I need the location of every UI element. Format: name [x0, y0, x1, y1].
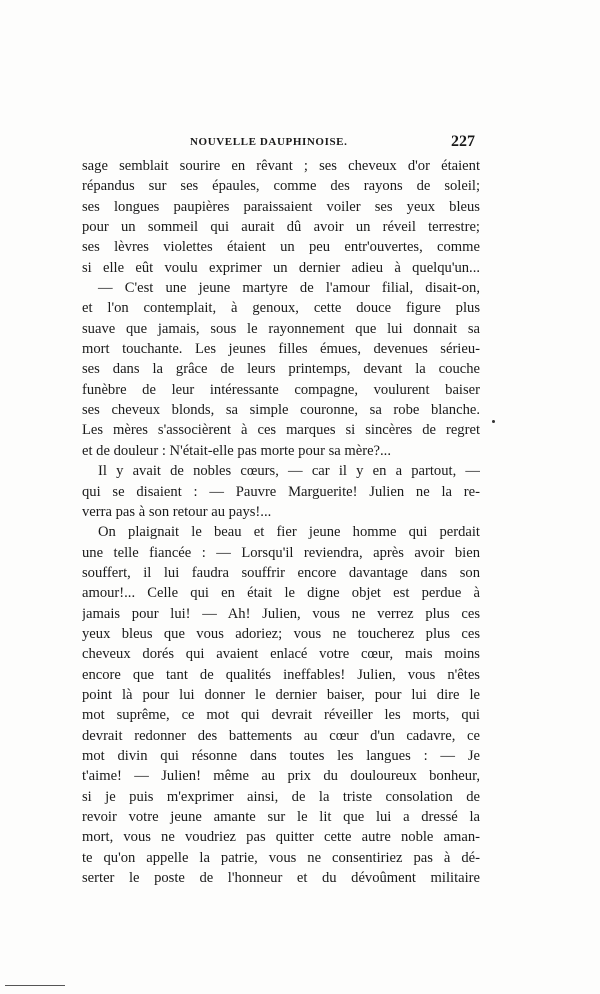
text-line: mort touchante. Les jeunes filles émues, devenues sérieu- — [82, 341, 480, 358]
text-line: On plaignait le beau et fier jeune homme qui perdait — [98, 524, 480, 541]
text-line: qui se disaient : — Pauvre Marguerite! Julien ne la re- — [82, 483, 480, 500]
text-line: devrait redonner des battements au cœur d'un cadavre, ce — [82, 727, 480, 744]
text-line: yeux bleus que vous adoriez; vous ne toucherez plus ces — [82, 625, 480, 642]
text-line: cheveux dorés qui avaient enlacé votre cœur, mais moins — [82, 646, 480, 663]
text-line: suave que jamais, sous le rayonnement que lui donnait sa — [82, 320, 480, 337]
running-head — [85, 133, 475, 152]
text-line: point là pour lui donner le dernier baiser, pour lui dire le — [82, 686, 480, 703]
body-text — [82, 156, 480, 888]
text-line: si elle eût voulu exprimer un dernier adieu à quelqu'un... — [82, 259, 480, 276]
text-line: ses longues paupières paraissaient voiler ses yeux bleus — [82, 198, 480, 215]
text-line: mot divin qui résonne dans toutes les langues : — Je — [82, 747, 480, 764]
text-line: ses dans la grâce de leurs printemps, devant la couche — [82, 361, 480, 378]
text-line: ses cheveux blonds, sa simple couronne, sa robe blanche. — [82, 402, 480, 419]
text-line: — C'est une jeune martyre de l'amour filial, disait-on, — [98, 280, 480, 297]
text-line: si je puis m'exprimer ainsi, de la triste consolation de — [82, 788, 480, 805]
text-line: Il y avait de nobles cœurs, — car il y en a partout, — — [98, 463, 480, 480]
text-line: mort, vous ne voudriez pas quitter cette autre noble aman- — [82, 829, 480, 846]
text-line: jamais pour lui! — Ah! Julien, vous ne verrez plus ces — [82, 605, 480, 622]
text-line: serter le poste de l'honneur et du dévoûment militaire — [82, 870, 480, 887]
text-line: et l'on contemplait, à genoux, cette douce figure plus — [82, 300, 480, 317]
text-line: sage semblait sourire en rêvant ; ses cheveux d'or étaient — [82, 158, 480, 174]
text-line: ses lèvres violettes étaient un peu entr'ouvertes, comme — [82, 239, 480, 256]
text-line: amour!... Celle qui en était le digne objet est perdue à — [82, 585, 480, 602]
text-line: t'aime! — Julien! même au prix du douloureux bonheur, — [82, 768, 480, 785]
ink-speck — [492, 420, 495, 423]
text-line: verra pas à son retour au pays!... — [82, 503, 272, 520]
text-line: pour un sommeil qui aurait dû avoir un réveil terrestre; — [82, 219, 480, 236]
text-line: et de douleur : N'était-elle pas morte pour sa mère?... — [82, 442, 391, 459]
text-line: encore que tant de qualités ineffables! Julien, vous n'êtes — [82, 666, 480, 683]
text-line: te qu'on appelle la patrie, vous ne consentiriez pas à dé- — [82, 849, 480, 866]
text-line: funèbre de leur intéressante compagne, voulurent baiser — [82, 381, 480, 398]
text-line: revoir votre jeune amante sur le lit que lui a dressé la — [82, 809, 480, 825]
page-number: 227 — [451, 133, 475, 150]
text-line: Les mères s'associèrent à ces marques si sincères de regret — [82, 422, 480, 439]
text-line: souffert, il lui faudra souffrir encore davantage dans son — [82, 564, 480, 581]
bottom-rule — [5, 985, 65, 986]
text-line: une telle fiancée : — Lorsqu'il reviendra, après avoir bien — [82, 544, 480, 561]
text-line: répandus sur ses épaules, comme des rayons de soleil; — [82, 178, 480, 195]
running-title: NOUVELLE DAUPHINOISE. — [190, 136, 348, 148]
text-line: mot suprême, ce mot qui devrait réveiller les morts, qui — [82, 707, 480, 724]
